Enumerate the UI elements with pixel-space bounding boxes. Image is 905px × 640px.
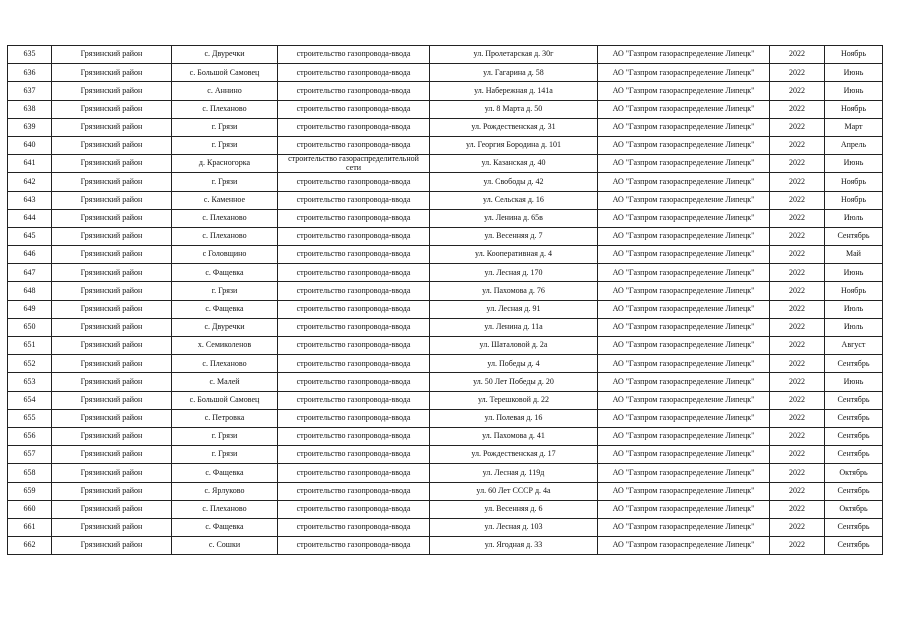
cell-row-number: 661 [8, 518, 52, 536]
cell-month: Сентябрь [825, 227, 883, 245]
cell-month: Май [825, 246, 883, 264]
cell-work-type: строительство газопровода-ввода [278, 136, 430, 154]
cell-row-number: 651 [8, 337, 52, 355]
cell-address: ул. Терешковой д. 22 [430, 391, 598, 409]
cell-row-number: 660 [8, 500, 52, 518]
cell-work-type: строительство газопровода-ввода [278, 264, 430, 282]
cell-organization: АО "Газпром газораспределение Липецк" [598, 318, 770, 336]
cell-district: Грязинский район [52, 409, 172, 427]
cell-row-number: 650 [8, 318, 52, 336]
cell-month: Август [825, 337, 883, 355]
cell-year: 2022 [770, 155, 825, 173]
cell-month: Ноябрь [825, 100, 883, 118]
cell-year: 2022 [770, 464, 825, 482]
cell-district: Грязинский район [52, 227, 172, 245]
cell-settlement: с. Сошки [172, 537, 278, 555]
cell-month: Июль [825, 318, 883, 336]
table-row [8, 500, 883, 518]
cell-month: Июнь [825, 264, 883, 282]
cell-year: 2022 [770, 427, 825, 445]
table-row [8, 100, 883, 118]
table-row [8, 64, 883, 82]
cell-year: 2022 [770, 337, 825, 355]
cell-organization: АО "Газпром газораспределение Липецк" [598, 500, 770, 518]
cell-district: Грязинский район [52, 118, 172, 136]
cell-month: Июль [825, 209, 883, 227]
cell-month: Октябрь [825, 500, 883, 518]
cell-district: Грязинский район [52, 427, 172, 445]
cell-district: Грязинский район [52, 537, 172, 555]
cell-work-type: строительство газопровода-ввода [278, 500, 430, 518]
cell-settlement: с. Плеханово [172, 227, 278, 245]
cell-organization: АО "Газпром газораспределение Липецк" [598, 46, 770, 64]
cell-settlement: с. Плеханово [172, 355, 278, 373]
cell-district: Грязинский район [52, 446, 172, 464]
cell-year: 2022 [770, 191, 825, 209]
cell-organization: АО "Газпром газораспределение Липецк" [598, 209, 770, 227]
cell-organization: АО "Газпром газораспределение Липецк" [598, 446, 770, 464]
cell-settlement: с Головщино [172, 246, 278, 264]
cell-year: 2022 [770, 300, 825, 318]
cell-organization: АО "Газпром газораспределение Липецк" [598, 464, 770, 482]
cell-work-type: строительство газопровода-ввода [278, 427, 430, 445]
cell-year: 2022 [770, 282, 825, 300]
table-row [8, 209, 883, 227]
cell-address: ул. Гагарина д. 58 [430, 64, 598, 82]
cell-organization: АО "Газпром газораспределение Липецк" [598, 373, 770, 391]
cell-row-number: 640 [8, 136, 52, 154]
cell-address: ул. Победы д. 4 [430, 355, 598, 373]
table-body [8, 46, 883, 555]
cell-row-number: 647 [8, 264, 52, 282]
table-row [8, 46, 883, 64]
cell-work-type: строительство газопровода-ввода [278, 209, 430, 227]
table-row [8, 282, 883, 300]
cell-row-number: 637 [8, 82, 52, 100]
table-row [8, 409, 883, 427]
cell-row-number: 659 [8, 482, 52, 500]
cell-settlement: с. Каменное [172, 191, 278, 209]
cell-month: Ноябрь [825, 191, 883, 209]
cell-settlement: с. Фащевка [172, 264, 278, 282]
cell-month: Сентябрь [825, 537, 883, 555]
cell-work-type: строительство газораспределительной сети [278, 155, 430, 173]
cell-address: ул. Пахомова д. 41 [430, 427, 598, 445]
cell-year: 2022 [770, 173, 825, 191]
cell-district: Грязинский район [52, 464, 172, 482]
cell-year: 2022 [770, 118, 825, 136]
cell-address: ул. Кооперативная д. 4 [430, 246, 598, 264]
cell-settlement: с. Плеханово [172, 209, 278, 227]
table-row [8, 337, 883, 355]
cell-month: Ноябрь [825, 46, 883, 64]
cell-year: 2022 [770, 391, 825, 409]
cell-settlement: с. Ярлуково [172, 482, 278, 500]
cell-row-number: 662 [8, 537, 52, 555]
cell-district: Грязинский район [52, 282, 172, 300]
table-row [8, 318, 883, 336]
cell-settlement: г. Грязи [172, 136, 278, 154]
cell-organization: АО "Газпром газораспределение Липецк" [598, 337, 770, 355]
cell-organization: АО "Газпром газораспределение Липецк" [598, 64, 770, 82]
cell-work-type: строительство газопровода-ввода [278, 100, 430, 118]
cell-district: Грязинский район [52, 318, 172, 336]
cell-month: Июнь [825, 82, 883, 100]
cell-month: Апрель [825, 136, 883, 154]
cell-settlement: с. Большой Самовец [172, 64, 278, 82]
cell-district: Грязинский район [52, 191, 172, 209]
cell-month: Октябрь [825, 464, 883, 482]
cell-year: 2022 [770, 537, 825, 555]
gasification-table [7, 45, 883, 555]
cell-year: 2022 [770, 227, 825, 245]
cell-month: Сентябрь [825, 427, 883, 445]
cell-address: ул. Рождественская д. 17 [430, 446, 598, 464]
cell-address: ул. Казанская д. 40 [430, 155, 598, 173]
cell-row-number: 648 [8, 282, 52, 300]
cell-work-type: строительство газопровода-ввода [278, 46, 430, 64]
cell-settlement: с. Малей [172, 373, 278, 391]
cell-row-number: 655 [8, 409, 52, 427]
cell-row-number: 645 [8, 227, 52, 245]
cell-organization: АО "Газпром газораспределение Липецк" [598, 537, 770, 555]
cell-year: 2022 [770, 100, 825, 118]
cell-settlement: с. Фащевка [172, 464, 278, 482]
cell-year: 2022 [770, 373, 825, 391]
cell-work-type: строительство газопровода-ввода [278, 173, 430, 191]
cell-organization: АО "Газпром газораспределение Липецк" [598, 155, 770, 173]
cell-address: ул. Ленина д. 65в [430, 209, 598, 227]
cell-row-number: 649 [8, 300, 52, 318]
cell-work-type: строительство газопровода-ввода [278, 391, 430, 409]
cell-work-type: строительство газопровода-ввода [278, 118, 430, 136]
cell-address: ул. Весенняя д. 6 [430, 500, 598, 518]
cell-district: Грязинский район [52, 46, 172, 64]
cell-work-type: строительство газопровода-ввода [278, 282, 430, 300]
table-row [8, 136, 883, 154]
cell-organization: АО "Газпром газораспределение Липецк" [598, 282, 770, 300]
cell-month: Ноябрь [825, 173, 883, 191]
cell-address: ул. Полевая д. 16 [430, 409, 598, 427]
cell-district: Грязинский район [52, 373, 172, 391]
cell-work-type: строительство газопровода-ввода [278, 191, 430, 209]
table-row [8, 537, 883, 555]
cell-year: 2022 [770, 82, 825, 100]
cell-district: Грязинский район [52, 300, 172, 318]
cell-address: ул. Пролетарская д. 30г [430, 46, 598, 64]
cell-year: 2022 [770, 518, 825, 536]
cell-district: Грязинский район [52, 337, 172, 355]
table-row [8, 155, 883, 173]
table-row [8, 446, 883, 464]
cell-organization: АО "Газпром газораспределение Липецк" [598, 173, 770, 191]
cell-district: Грязинский район [52, 500, 172, 518]
cell-organization: АО "Газпром газораспределение Липецк" [598, 427, 770, 445]
cell-year: 2022 [770, 409, 825, 427]
cell-organization: АО "Газпром газораспределение Липецк" [598, 246, 770, 264]
cell-work-type: строительство газопровода-ввода [278, 64, 430, 82]
cell-month: Июнь [825, 155, 883, 173]
cell-organization: АО "Газпром газораспределение Липецк" [598, 191, 770, 209]
cell-settlement: с. Плеханово [172, 100, 278, 118]
cell-settlement: г. Грязи [172, 446, 278, 464]
cell-address: ул. Ягодная д. 33 [430, 537, 598, 555]
table-row [8, 300, 883, 318]
cell-year: 2022 [770, 209, 825, 227]
cell-month: Сентябрь [825, 355, 883, 373]
cell-settlement: г. Грязи [172, 118, 278, 136]
cell-address: ул. 8 Марта д. 50 [430, 100, 598, 118]
cell-district: Грязинский район [52, 518, 172, 536]
cell-district: Грязинский район [52, 173, 172, 191]
cell-settlement: с. Двуречки [172, 318, 278, 336]
cell-organization: АО "Газпром газораспределение Липецк" [598, 264, 770, 282]
cell-district: Грязинский район [52, 209, 172, 227]
cell-address: ул. Георгия Бородина д. 101 [430, 136, 598, 154]
cell-row-number: 643 [8, 191, 52, 209]
cell-address: ул. Рождественская д. 31 [430, 118, 598, 136]
cell-row-number: 652 [8, 355, 52, 373]
cell-district: Грязинский район [52, 482, 172, 500]
cell-address: ул. Сельская д. 16 [430, 191, 598, 209]
cell-work-type: строительство газопровода-ввода [278, 518, 430, 536]
cell-work-type: строительство газопровода-ввода [278, 337, 430, 355]
cell-year: 2022 [770, 264, 825, 282]
cell-row-number: 656 [8, 427, 52, 445]
cell-row-number: 653 [8, 373, 52, 391]
cell-address: ул. Лесная д. 119д [430, 464, 598, 482]
cell-settlement: с. Двуречки [172, 46, 278, 64]
cell-row-number: 638 [8, 100, 52, 118]
cell-organization: АО "Газпром газораспределение Липецк" [598, 482, 770, 500]
cell-row-number: 635 [8, 46, 52, 64]
cell-month: Март [825, 118, 883, 136]
cell-month: Сентябрь [825, 518, 883, 536]
table-row [8, 355, 883, 373]
cell-address: ул. Шаталовой д. 2а [430, 337, 598, 355]
cell-settlement: д. Красногорка [172, 155, 278, 173]
cell-address: ул. Весенняя д. 7 [430, 227, 598, 245]
cell-month: Июнь [825, 64, 883, 82]
cell-settlement: г. Грязи [172, 282, 278, 300]
cell-organization: АО "Газпром газораспределение Липецк" [598, 355, 770, 373]
cell-work-type: строительство газопровода-ввода [278, 446, 430, 464]
cell-work-type: строительство газопровода-ввода [278, 537, 430, 555]
table-row [8, 427, 883, 445]
cell-year: 2022 [770, 482, 825, 500]
cell-month: Сентябрь [825, 482, 883, 500]
table-row [8, 264, 883, 282]
cell-work-type: строительство газопровода-ввода [278, 300, 430, 318]
cell-work-type: строительство газопровода-ввода [278, 318, 430, 336]
cell-address: ул. Ленина д. 11а [430, 318, 598, 336]
cell-organization: АО "Газпром газораспределение Липецк" [598, 518, 770, 536]
cell-district: Грязинский район [52, 64, 172, 82]
cell-organization: АО "Газпром газораспределение Липецк" [598, 227, 770, 245]
cell-district: Грязинский район [52, 355, 172, 373]
cell-month: Ноябрь [825, 282, 883, 300]
cell-district: Грязинский район [52, 246, 172, 264]
cell-organization: АО "Газпром газораспределение Липецк" [598, 391, 770, 409]
cell-organization: АО "Газпром газораспределение Липецк" [598, 82, 770, 100]
cell-organization: АО "Газпром газораспределение Липецк" [598, 300, 770, 318]
table-row [8, 191, 883, 209]
table-row [8, 391, 883, 409]
cell-row-number: 644 [8, 209, 52, 227]
cell-settlement: с. Петровка [172, 409, 278, 427]
cell-row-number: 658 [8, 464, 52, 482]
cell-row-number: 639 [8, 118, 52, 136]
table-row [8, 173, 883, 191]
cell-row-number: 642 [8, 173, 52, 191]
cell-settlement: с. Фащевка [172, 518, 278, 536]
cell-address: ул. Набережная д. 141а [430, 82, 598, 100]
cell-address: ул. Лесная д. 91 [430, 300, 598, 318]
cell-settlement: с. Большой Самовец [172, 391, 278, 409]
table-row [8, 118, 883, 136]
cell-month: Сентябрь [825, 391, 883, 409]
cell-address: ул. Лесная д. 170 [430, 264, 598, 282]
cell-work-type: строительство газопровода-ввода [278, 464, 430, 482]
cell-district: Грязинский район [52, 264, 172, 282]
cell-row-number: 654 [8, 391, 52, 409]
cell-year: 2022 [770, 318, 825, 336]
table-row [8, 82, 883, 100]
cell-month: Июль [825, 300, 883, 318]
cell-row-number: 646 [8, 246, 52, 264]
cell-year: 2022 [770, 500, 825, 518]
cell-work-type: строительство газопровода-ввода [278, 82, 430, 100]
cell-district: Грязинский район [52, 136, 172, 154]
cell-address: ул. Пахомова д. 76 [430, 282, 598, 300]
cell-work-type: строительство газопровода-ввода [278, 246, 430, 264]
cell-address: ул. 50 Лет Победы д. 20 [430, 373, 598, 391]
table-row [8, 518, 883, 536]
table-row [8, 464, 883, 482]
cell-address: ул. Лесная д. 103 [430, 518, 598, 536]
cell-settlement: х. Семиколенов [172, 337, 278, 355]
cell-work-type: строительство газопровода-ввода [278, 373, 430, 391]
cell-year: 2022 [770, 246, 825, 264]
cell-settlement: с. Аннино [172, 82, 278, 100]
table-row [8, 373, 883, 391]
cell-work-type: строительство газопровода-ввода [278, 409, 430, 427]
cell-address: ул. Свободы д. 42 [430, 173, 598, 191]
cell-year: 2022 [770, 46, 825, 64]
cell-address: ул. 60 Лет СССР д. 4а [430, 482, 598, 500]
cell-row-number: 636 [8, 64, 52, 82]
cell-district: Грязинский район [52, 155, 172, 173]
table-row [8, 482, 883, 500]
cell-row-number: 641 [8, 155, 52, 173]
cell-district: Грязинский район [52, 391, 172, 409]
cell-organization: АО "Газпром газораспределение Липецк" [598, 136, 770, 154]
cell-district: Грязинский район [52, 100, 172, 118]
table-row [8, 227, 883, 245]
cell-year: 2022 [770, 136, 825, 154]
cell-settlement: г. Грязи [172, 173, 278, 191]
cell-organization: АО "Газпром газораспределение Липецк" [598, 118, 770, 136]
cell-work-type: строительство газопровода-ввода [278, 355, 430, 373]
cell-organization: АО "Газпром газораспределение Липецк" [598, 409, 770, 427]
cell-month: Июнь [825, 373, 883, 391]
cell-work-type: строительство газопровода-ввода [278, 227, 430, 245]
cell-organization: АО "Газпром газораспределение Липецк" [598, 100, 770, 118]
cell-month: Сентябрь [825, 446, 883, 464]
cell-year: 2022 [770, 64, 825, 82]
cell-year: 2022 [770, 355, 825, 373]
cell-settlement: с. Плеханово [172, 500, 278, 518]
cell-work-type: строительство газопровода-ввода [278, 482, 430, 500]
table-row [8, 246, 883, 264]
cell-settlement: с. Фащевка [172, 300, 278, 318]
cell-district: Грязинский район [52, 82, 172, 100]
cell-month: Сентябрь [825, 409, 883, 427]
cell-year: 2022 [770, 446, 825, 464]
cell-row-number: 657 [8, 446, 52, 464]
cell-settlement: г. Грязи [172, 427, 278, 445]
